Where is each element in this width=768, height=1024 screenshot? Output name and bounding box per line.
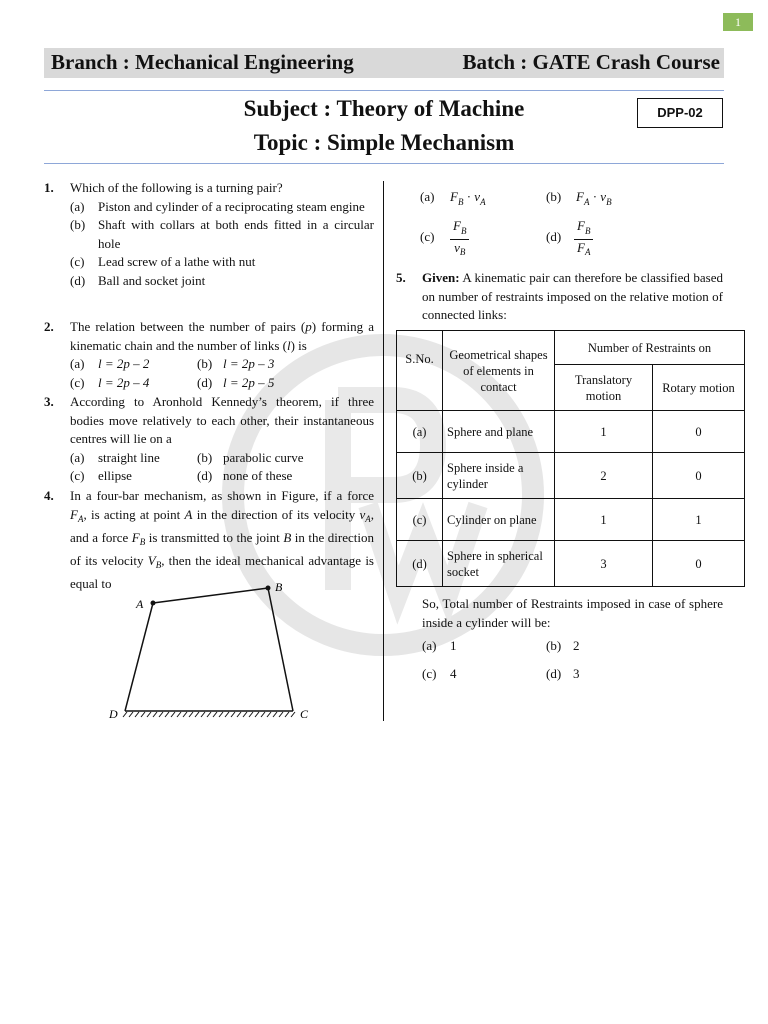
q4-a-v: v [474, 189, 481, 204]
restraints-table [396, 330, 745, 587]
question-2-text-3: ) is [290, 337, 307, 353]
ground-hatching [123, 712, 295, 717]
dpp-badge: DPP-02 [637, 98, 723, 128]
header-translatory: Translatory motion [555, 365, 653, 411]
header-number-of-restraints: Number of Restraints on [555, 331, 745, 365]
q4-var-FB-sub: B [139, 537, 146, 548]
joint-b [266, 586, 271, 591]
q4-c-num-Fs: B [460, 225, 467, 236]
q4-c-den-v: v [454, 239, 460, 255]
q4-b-F: F [576, 189, 584, 204]
row-geometry: Sphere and plane [443, 411, 555, 453]
q1-option-b-label: (b) [70, 217, 86, 232]
row-translatory: 1 [555, 499, 653, 541]
q4-c-num-F: F [453, 218, 461, 233]
q4-option-d-label: (d) [546, 229, 562, 244]
q3-option-c: ellipse [98, 468, 132, 483]
q4-b-dot: · [592, 189, 598, 204]
question-2 [44, 318, 374, 392]
q4-option-a-label: (a) [420, 189, 435, 204]
q2-option-c: l = 2p – 4 [98, 374, 150, 390]
q4-var-vA: v [359, 506, 366, 522]
q4-var-VB-sub: B [155, 560, 162, 571]
q2-option-a-label: (a) [70, 356, 85, 371]
q4-text-3: in the direction of its velocity [196, 506, 356, 522]
question-5 [396, 269, 723, 325]
batch-label: Batch : GATE Crash Course [462, 50, 720, 74]
question-3-text: According to Aronhold Kennedy’s theorem, if three bodies move relatively to each other, their instantaneous centres will lie on a [70, 394, 374, 446]
q4-var-FA: F [70, 506, 78, 522]
q3-option-a-label: (a) [70, 449, 85, 465]
q4-d-num-F: F [577, 218, 585, 233]
title-rule [44, 163, 724, 164]
q2-option-a: l = 2p – 2 [98, 356, 150, 371]
q4-d-num-Fs: B [584, 225, 591, 236]
row-sno: (b) [397, 453, 443, 499]
q3-option-b-label: (b) [197, 449, 213, 465]
q5-option-c-label: (c) [422, 666, 437, 681]
row-sno: (d) [397, 541, 443, 587]
q5-option-d: 3 [573, 666, 580, 681]
question-5-number: 5. [396, 270, 406, 285]
topic-title: Topic : Simple Mechanism [253, 130, 515, 155]
q5-options [396, 637, 723, 687]
four-bar-mechanism-figure [100, 578, 330, 723]
q4-text-6: in the direction of its velocity [70, 529, 375, 568]
question-2-text-1: The relation between the number of pairs ( [70, 319, 306, 334]
table-row [397, 411, 745, 453]
row-geometry: Sphere inside a cylinder [443, 453, 555, 499]
label-d: D [109, 707, 118, 721]
table-row [397, 453, 745, 499]
q3-option-d-label: (d) [197, 468, 213, 483]
header-bar [44, 48, 724, 78]
q4-var-B: B [283, 529, 292, 545]
row-translatory: 2 [555, 453, 653, 499]
q4-option-c-label: (c) [420, 229, 435, 244]
q4-d-den-Fs: A [584, 247, 591, 258]
q1-option-c-label: (c) [70, 254, 85, 269]
q4-option-d [574, 218, 593, 260]
subject-title: Subject : Theory of Machine [243, 96, 525, 121]
table-row [397, 541, 745, 587]
header-geometrical-shapes: Geometrical shapes of elements in contact [443, 331, 555, 411]
q4-d-den-F: F [577, 239, 585, 255]
q2-option-d: l = 2p – 5 [223, 374, 275, 390]
q5-option-d-label: (d) [546, 666, 562, 681]
q4-option-c [450, 218, 469, 260]
row-sno: (a) [397, 411, 443, 453]
q4-a-Fs: B [457, 196, 464, 207]
q2-option-c-label: (c) [70, 374, 85, 390]
q4-var-vA-sub: A [365, 514, 371, 525]
q2-var-p: p [305, 319, 312, 334]
row-rotary: 1 [653, 499, 745, 541]
question-4-number: 4. [44, 488, 54, 503]
row-translatory: 1 [555, 411, 653, 453]
q4-text-4: , and a force [70, 506, 375, 545]
q3-option-b: parabolic curve [223, 449, 304, 465]
q4-a-dot: · [466, 189, 472, 204]
q2-option-b: l = 2p – 3 [223, 356, 275, 371]
q5-option-c: 4 [450, 666, 457, 681]
link-ab [153, 588, 268, 603]
q5-follow-up: So, Total number of Restraints imposed in case of sphere inside a cylinder will be: [422, 596, 723, 630]
column-divider [383, 181, 384, 721]
q5-option-a-label: (a) [422, 638, 437, 653]
header-rotary: Rotary motion [653, 365, 745, 411]
q4-text-1: In a four-bar mechanism, as shown in Figure, if a force [70, 488, 374, 503]
q4-text-5: is transmitted to the joint [148, 529, 280, 545]
q4-b-vs: B [606, 196, 612, 207]
q5-given: Given: [422, 270, 460, 285]
q2-option-b-label: (b) [197, 356, 213, 371]
q5-option-b: 2 [573, 638, 580, 653]
joint-a [151, 601, 156, 606]
q4-var-VB: V [147, 552, 156, 568]
q1-option-a-label: (a) [70, 198, 85, 214]
row-rotary: 0 [653, 411, 745, 453]
q1-option-b: Shaft with collars at both ends fitted in a circular hole [98, 217, 374, 251]
question-5-text: A kinematic pair can therefore be classified based on number of restraints imposed on the relative motion of connected links: [422, 270, 723, 322]
question-1-text: Which of the following is a turning pair? [70, 180, 283, 195]
link-ad [125, 603, 153, 711]
q4-var-FA-sub: A [77, 514, 84, 525]
row-rotary: 0 [653, 541, 745, 587]
label-a: A [136, 597, 144, 611]
q4-c-den-vs: B [459, 247, 466, 258]
row-sno: (c) [397, 499, 443, 541]
question-1-number: 1. [44, 180, 54, 195]
q3-option-a: straight line [98, 449, 160, 465]
q4-text-7: , then the ideal mechanical advantage is equal to [70, 552, 374, 591]
q4-b-Fs: A [583, 196, 590, 207]
label-b: B [275, 580, 283, 594]
page-number: 1 [723, 13, 753, 31]
q4-a-vs: A [480, 196, 486, 207]
question-1 [44, 179, 374, 290]
q4-var-A: A [184, 506, 193, 522]
q4-option-a [450, 188, 486, 211]
question-2-number: 2. [44, 319, 54, 334]
row-translatory: 3 [555, 541, 653, 587]
header-rule [44, 90, 724, 91]
branch-label: Branch : Mechanical Engineering [51, 50, 354, 74]
row-rotary: 0 [653, 453, 745, 499]
header-sno: S.No. [397, 331, 443, 411]
q4-a-F: F [450, 189, 458, 204]
q3-option-c-label: (c) [70, 468, 85, 483]
q1-option-d-label: (d) [70, 272, 86, 288]
label-c: C [300, 707, 309, 721]
row-geometry: Cylinder on plane [443, 499, 555, 541]
q1-option-d: Ball and socket joint [98, 272, 206, 288]
table-row [397, 499, 745, 541]
q4-options [396, 188, 726, 268]
link-bc [268, 588, 293, 711]
row-geometry: Sphere in spherical socket [443, 541, 555, 587]
question-3-number: 3. [44, 394, 54, 409]
q4-option-b [576, 188, 612, 211]
q5-option-a: 1 [450, 638, 457, 653]
question-2-text-2: ) forming a kinematic chain and the number of links ( [70, 319, 374, 353]
question-3 [44, 393, 374, 486]
q4-b-v: v [600, 189, 607, 204]
q3-option-d: none of these [223, 468, 293, 483]
q2-var-l: l [286, 337, 291, 353]
q1-option-a: Piston and cylinder of a reciprocating steam engine [98, 198, 365, 214]
q4-option-b-label: (b) [546, 189, 562, 204]
q4-text-2: , is acting at point [83, 506, 181, 522]
q1-option-c: Lead screw of a lathe with nut [98, 254, 256, 269]
q2-option-d-label: (d) [197, 374, 213, 390]
q5-option-b-label: (b) [546, 638, 562, 653]
q4-var-FB: F [131, 529, 140, 545]
